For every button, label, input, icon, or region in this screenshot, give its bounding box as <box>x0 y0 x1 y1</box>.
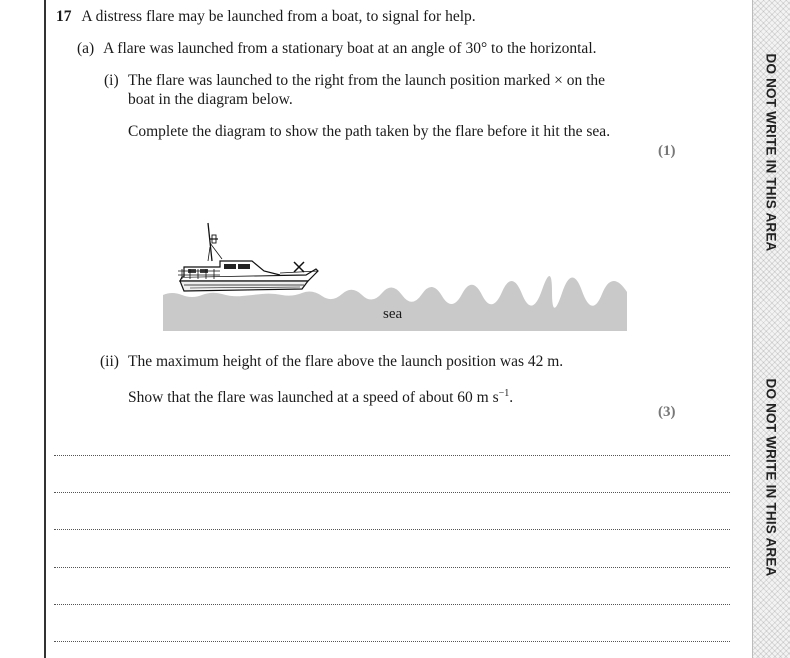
answer-line[interactable] <box>54 604 730 605</box>
answer-line[interactable] <box>54 641 730 642</box>
part-a-label: (a) <box>77 40 95 57</box>
do-not-write-warning-top: DO NOT WRITE IN THIS AREA <box>763 53 779 251</box>
answer-line[interactable] <box>54 529 730 530</box>
answer-line[interactable] <box>54 455 730 456</box>
answer-line[interactable] <box>54 492 730 493</box>
part-i-line2: boat in the diagram below. <box>128 91 293 108</box>
do-not-write-warning-bottom: DO NOT WRITE IN THIS AREA <box>763 378 779 576</box>
question-stem-text: A distress flare may be launched from a boat, to signal for help. <box>81 8 476 25</box>
answer-line[interactable] <box>54 567 730 568</box>
part-ii-marks: (3) <box>658 404 676 420</box>
part-i-marks: (1) <box>658 143 676 159</box>
part-ii-instruction: Show that the flare was launched at a speed of about 60 m $s^{-1}$. <box>128 388 514 407</box>
part-i-label: (i) <box>104 72 119 89</box>
page-border <box>44 0 46 658</box>
part-i-instruction: Complete the diagram to show the path taken by the flare before it hit the sea. <box>128 123 611 140</box>
boat-icon <box>178 223 318 291</box>
part-a-text: A flare was launched from a stationary boat at an angle of 30° to the horizontal. <box>103 40 597 57</box>
launch-position-marker <box>294 262 304 272</box>
question-number: 17 <box>56 8 72 25</box>
part-a <box>77 39 597 59</box>
part-ii-text: The maximum height of the flare above the launch position was 42 m. <box>128 353 564 370</box>
part-i-line1: The flare was launched to the right from the launch position marked × on the <box>128 72 606 89</box>
sea-label: sea <box>383 306 403 322</box>
question-stem <box>56 7 476 27</box>
part-ii-label: (ii) <box>100 353 119 370</box>
unit-exponent: −1 <box>498 388 510 399</box>
